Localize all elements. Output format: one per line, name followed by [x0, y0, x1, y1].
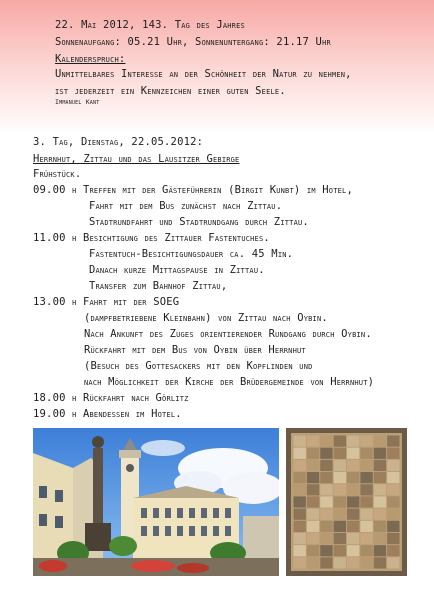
veil-panel — [294, 509, 306, 520]
veil-panel — [334, 436, 346, 447]
veil-panel — [347, 472, 359, 483]
schedule-time: 11.00 h — [33, 232, 77, 244]
veil-panel — [387, 521, 399, 532]
schedule-line: Besichtigung des Zittauer Fastentuches. — [83, 232, 270, 244]
veil-panel — [294, 472, 306, 483]
schedule-line: Nach Ankunft des Zuges orientierender Rundgang durch Oybin. — [84, 328, 372, 340]
veil-panel — [360, 533, 372, 544]
veil-panel — [360, 496, 372, 507]
schedule-line: Abendessen im Hotel. — [83, 408, 182, 420]
veil-panel — [320, 521, 332, 532]
veil-panel — [387, 484, 399, 495]
veil-panel — [347, 496, 359, 507]
veil-panel — [294, 460, 306, 471]
schedule-line: (Besuch des Gottesackers mit den Kopflinden und — [84, 360, 313, 372]
veil-panel — [387, 496, 399, 507]
veil-panel — [307, 448, 319, 459]
veil-panel — [334, 545, 346, 556]
day-subtitle: Herrnhut, Zittau und das Lausitzer Gebirge — [33, 153, 240, 165]
veil-panel — [294, 521, 306, 532]
schedule-time: 09.00 h — [33, 184, 77, 196]
veil-panel — [387, 509, 399, 520]
veil-panel — [387, 533, 399, 544]
veil-panel — [307, 545, 319, 556]
veil-panel — [294, 484, 306, 495]
veil-panel — [334, 448, 346, 459]
lenten-veil-photo — [286, 428, 407, 576]
veil-panel — [374, 472, 386, 483]
breakfast: Frühstück. — [33, 168, 82, 180]
schedule-line: Rückfahrt nach Görlitz — [83, 392, 189, 404]
veil-panel — [307, 557, 319, 568]
veil-panel — [347, 521, 359, 532]
veil-panel — [294, 436, 306, 447]
veil-panel — [320, 545, 332, 556]
veil-panel — [320, 509, 332, 520]
veil-panel — [360, 484, 372, 495]
veil-panel — [387, 460, 399, 471]
quote-line-2: ist jederzeit ein Kennzeichen einer guten Seele. — [55, 85, 286, 97]
veil-panel — [307, 496, 319, 507]
veil-panel — [320, 472, 332, 483]
veil-panel — [334, 509, 346, 520]
veil-panel — [374, 545, 386, 556]
veil-panel — [307, 460, 319, 471]
veil-panel — [360, 545, 372, 556]
schedule-line: Danach kurze Mittagspause in Zittau. — [89, 264, 265, 276]
veil-panel — [347, 533, 359, 544]
veil-panel — [347, 545, 359, 556]
schedule-line: Fahrt mit dem Bus zunächst nach Zittau. — [89, 200, 283, 212]
veil-panel — [387, 472, 399, 483]
schedule-line: Transfer zum Bahnhof Zittau, — [89, 280, 228, 292]
veil-panel — [360, 472, 372, 483]
veil-panel — [374, 496, 386, 507]
veil-panel — [307, 533, 319, 544]
veil-panel — [374, 460, 386, 471]
veil-panel — [360, 557, 372, 568]
veil-panel — [374, 448, 386, 459]
sun-times: Sonnenaufgang: 05.21 Uhr, Sonnenuntergang: 21.17 Uhr — [55, 36, 331, 48]
veil-panel — [334, 521, 346, 532]
veil-panel — [360, 436, 372, 447]
schedule-time: 19.00 h — [33, 408, 77, 420]
veil-panel — [347, 484, 359, 495]
veil-panel — [307, 436, 319, 447]
quote-author: Immanuel Kant — [55, 98, 100, 106]
date-line: 22. Mai 2012, 143. Tag des Jahres — [55, 19, 245, 31]
veil-panel — [347, 436, 359, 447]
schedule-time: 13.00 h — [33, 296, 77, 308]
veil-panel — [347, 448, 359, 459]
schedule-line: nach Möglichkeit der Kirche der Brüdergemeinde von Herrnhut) — [84, 376, 375, 388]
veil-panel — [360, 521, 372, 532]
schedule-time: 18.00 h — [33, 392, 77, 404]
schedule-line: Treffen mit der Gästeführerin (Birgit Kunbt) im Hotel, — [83, 184, 353, 196]
veil-panel — [374, 533, 386, 544]
veil-panel — [347, 509, 359, 520]
veil-panel — [387, 545, 399, 556]
veil-panel — [334, 533, 346, 544]
veil-panel — [294, 448, 306, 459]
veil-panel — [294, 557, 306, 568]
veil-panel — [374, 557, 386, 568]
veil-panel — [307, 521, 319, 532]
veil-panel — [374, 509, 386, 520]
veil-panel — [307, 509, 319, 520]
zittau-town-hall-photo — [33, 428, 279, 576]
veil-panel — [334, 557, 346, 568]
veil-panel — [374, 521, 386, 532]
veil-panel — [307, 472, 319, 483]
veil-panel — [320, 484, 332, 495]
schedule-line: Rückfahrt mit dem Bus von Oybin über Herrnhut — [84, 344, 306, 356]
veil-panel — [334, 460, 346, 471]
veil-panel — [334, 472, 346, 483]
veil-panel — [320, 448, 332, 459]
veil-panel — [347, 557, 359, 568]
veil-panel — [387, 436, 399, 447]
schedule-line: Fahrt mit der SOEG — [83, 296, 180, 308]
veil-panel — [320, 496, 332, 507]
veil-panel — [360, 460, 372, 471]
veil-panel — [320, 436, 332, 447]
veil-panel — [320, 460, 332, 471]
veil-panel — [374, 484, 386, 495]
schedule-line: Stadtrundfahrt und Stadtrundgang durch Zittau. — [89, 216, 309, 228]
veil-panel — [387, 448, 399, 459]
veil-panel — [374, 436, 386, 447]
veil-panel — [320, 533, 332, 544]
day-title: 3. Tag, Dienstag, 22.05.2012: — [33, 136, 204, 148]
veil-panel — [294, 545, 306, 556]
veil-panel — [307, 484, 319, 495]
veil-panel — [360, 509, 372, 520]
veil-panel — [360, 448, 372, 459]
veil-panel — [387, 557, 399, 568]
veil-panel — [334, 484, 346, 495]
veil-panel — [294, 533, 306, 544]
quote-label: Kalenderspruch: — [55, 53, 126, 65]
veil-panel — [334, 496, 346, 507]
schedule-line: Fastentuch-Besichtigungsdauer ca. 45 Min. — [89, 248, 294, 260]
veil-panel — [320, 557, 332, 568]
schedule-line: (dampfbetriebene Kleinbahn) von Zittau nach Oybin. — [84, 312, 328, 324]
quote-line-1: Unmittelbares Interesse an der Schönheit der Natur zu nehmen, — [55, 68, 352, 80]
veil-panel — [294, 496, 306, 507]
veil-panel — [347, 460, 359, 471]
